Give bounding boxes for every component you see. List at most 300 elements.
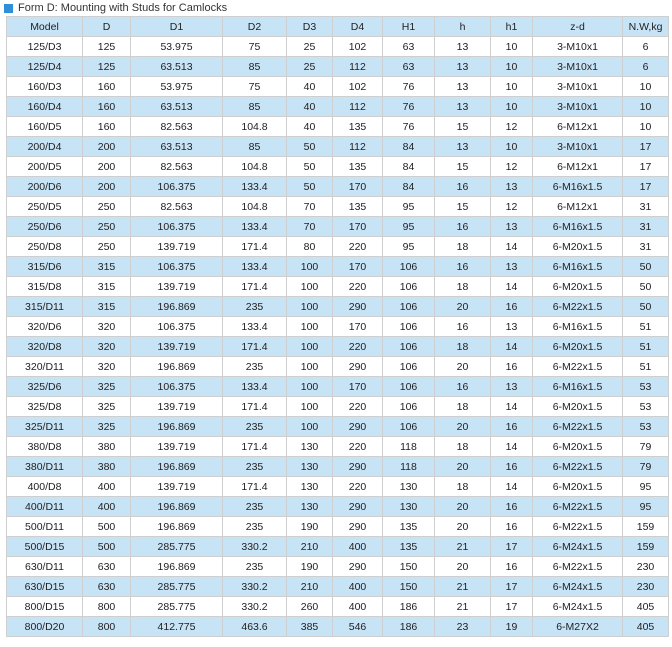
model-cell: 315/D11 (7, 297, 83, 317)
table-row (7, 237, 669, 257)
table-cell: 135 (333, 117, 383, 137)
table-cell: 3-M10x1 (533, 97, 623, 117)
table-cell: 14 (491, 277, 533, 297)
table-cell: 405 (623, 597, 669, 617)
table-cell: 6-M20x1.5 (533, 277, 623, 297)
table-cell: 220 (333, 337, 383, 357)
table-cell: 135 (333, 197, 383, 217)
table-cell: 330.2 (223, 537, 287, 557)
table-cell: 112 (333, 137, 383, 157)
table-cell: 100 (287, 357, 333, 377)
table-cell: 150 (383, 557, 435, 577)
table-cell: 40 (287, 77, 333, 97)
table-cell: 85 (223, 97, 287, 117)
table-cell: 320 (83, 337, 131, 357)
table-cell: 104.8 (223, 117, 287, 137)
table-cell: 133.4 (223, 317, 287, 337)
table-cell: 10 (491, 77, 533, 97)
table-cell: 16 (491, 517, 533, 537)
table-cell: 400 (83, 497, 131, 517)
table-cell: 171.4 (223, 237, 287, 257)
table-cell: 200 (83, 137, 131, 157)
table-cell: 6 (623, 37, 669, 57)
specs-table (6, 16, 669, 637)
table-cell: 17 (623, 177, 669, 197)
table-cell: 400 (333, 577, 383, 597)
table-row (7, 417, 669, 437)
table-cell: 220 (333, 397, 383, 417)
table-cell: 50 (287, 177, 333, 197)
table-cell: 20 (435, 557, 491, 577)
table-row (7, 317, 669, 337)
table-cell: 13 (435, 77, 491, 97)
table-cell: 200 (83, 157, 131, 177)
table-cell: 80 (287, 237, 333, 257)
table-cell: 330.2 (223, 577, 287, 597)
table-cell: 13 (435, 57, 491, 77)
table-cell: 13 (435, 37, 491, 57)
table-cell: 6-M16x1.5 (533, 217, 623, 237)
table-cell: 76 (383, 97, 435, 117)
column-header: z-d (533, 17, 623, 37)
model-cell: 325/D6 (7, 377, 83, 397)
table-cell: 196.869 (131, 357, 223, 377)
table-row (7, 277, 669, 297)
table-cell: 106 (383, 337, 435, 357)
table-cell: 135 (333, 157, 383, 177)
table-cell: 18 (435, 437, 491, 457)
table-cell: 16 (435, 377, 491, 397)
table-cell: 325 (83, 397, 131, 417)
table-cell: 190 (287, 517, 333, 537)
table-cell: 139.719 (131, 397, 223, 417)
table-cell: 260 (287, 597, 333, 617)
table-cell: 400 (333, 597, 383, 617)
model-cell: 250/D8 (7, 237, 83, 257)
table-cell: 51 (623, 317, 669, 337)
table-cell: 15 (435, 117, 491, 137)
model-cell: 500/D11 (7, 517, 83, 537)
table-cell: 6-M16x1.5 (533, 317, 623, 337)
table-cell: 400 (83, 477, 131, 497)
table-cell: 800 (83, 617, 131, 637)
column-header: Model (7, 17, 83, 37)
table-cell: 133.4 (223, 377, 287, 397)
table-cell: 220 (333, 237, 383, 257)
model-cell: 380/D11 (7, 457, 83, 477)
table-cell: 16 (491, 457, 533, 477)
model-cell: 630/D11 (7, 557, 83, 577)
model-cell: 800/D15 (7, 597, 83, 617)
table-cell: 95 (623, 497, 669, 517)
table-cell: 14 (491, 437, 533, 457)
table-cell: 50 (623, 297, 669, 317)
table-cell: 546 (333, 617, 383, 637)
table-cell: 160 (83, 97, 131, 117)
model-cell: 800/D20 (7, 617, 83, 637)
table-cell: 285.775 (131, 597, 223, 617)
table-cell: 13 (491, 377, 533, 397)
table-row (7, 157, 669, 177)
table-cell: 16 (491, 417, 533, 437)
table-cell: 171.4 (223, 397, 287, 417)
table-cell: 104.8 (223, 157, 287, 177)
table-cell: 800 (83, 597, 131, 617)
table-cell: 100 (287, 277, 333, 297)
table-cell: 20 (435, 457, 491, 477)
table-row (7, 397, 669, 417)
table-cell: 210 (287, 577, 333, 597)
table-cell: 3-M10x1 (533, 37, 623, 57)
column-header: N.W,kg (623, 17, 669, 37)
table-cell: 159 (623, 537, 669, 557)
table-cell: 133.4 (223, 217, 287, 237)
table-cell: 380 (83, 457, 131, 477)
table-cell: 100 (287, 397, 333, 417)
table-cell: 106 (383, 297, 435, 317)
column-header: D2 (223, 17, 287, 37)
table-cell: 160 (83, 77, 131, 97)
table-cell: 21 (435, 577, 491, 597)
table-cell: 100 (287, 297, 333, 317)
table-cell: 12 (491, 117, 533, 137)
table-cell: 10 (491, 97, 533, 117)
table-row (7, 117, 669, 137)
table-cell: 3-M10x1 (533, 77, 623, 97)
table-cell: 10 (623, 97, 669, 117)
table-cell: 500 (83, 537, 131, 557)
table-cell: 106 (383, 257, 435, 277)
table-cell: 51 (623, 357, 669, 377)
table-cell: 106 (383, 417, 435, 437)
table-cell: 95 (383, 237, 435, 257)
table-cell: 106 (383, 397, 435, 417)
model-cell: 200/D4 (7, 137, 83, 157)
table-row (7, 377, 669, 397)
table-cell: 500 (83, 517, 131, 537)
table-row (7, 577, 669, 597)
table-cell: 20 (435, 297, 491, 317)
table-cell: 6-M24x1.5 (533, 577, 623, 597)
table-cell: 220 (333, 477, 383, 497)
table-cell: 290 (333, 417, 383, 437)
table-cell: 6-M22x1.5 (533, 457, 623, 477)
table-cell: 10 (623, 77, 669, 97)
table-cell: 53 (623, 417, 669, 437)
table-cell: 50 (623, 277, 669, 297)
table-cell: 139.719 (131, 277, 223, 297)
table-cell: 53 (623, 397, 669, 417)
table-cell: 51 (623, 337, 669, 357)
table-cell: 106.375 (131, 217, 223, 237)
table-row (7, 97, 669, 117)
table-cell: 139.719 (131, 437, 223, 457)
model-cell: 200/D6 (7, 177, 83, 197)
table-cell: 160 (83, 117, 131, 137)
table-cell: 31 (623, 217, 669, 237)
table-cell: 6-M27X2 (533, 617, 623, 637)
table-cell: 85 (223, 137, 287, 157)
table-cell: 50 (287, 137, 333, 157)
table-cell: 84 (383, 177, 435, 197)
table-cell: 6-M16x1.5 (533, 377, 623, 397)
table-cell: 16 (435, 257, 491, 277)
column-header: H1 (383, 17, 435, 37)
table-cell: 325 (83, 377, 131, 397)
table-cell: 235 (223, 517, 287, 537)
table-cell: 285.775 (131, 577, 223, 597)
table-cell: 19 (491, 617, 533, 637)
table-cell: 14 (491, 477, 533, 497)
table-row (7, 557, 669, 577)
table-cell: 290 (333, 557, 383, 577)
table-cell: 104.8 (223, 197, 287, 217)
table-cell: 18 (435, 337, 491, 357)
table-cell: 20 (435, 497, 491, 517)
table-cell: 25 (287, 37, 333, 57)
table-cell: 133.4 (223, 177, 287, 197)
table-cell: 18 (435, 277, 491, 297)
table-cell: 130 (383, 497, 435, 517)
table-cell: 23 (435, 617, 491, 637)
table-cell: 320 (83, 357, 131, 377)
table-cell: 106.375 (131, 257, 223, 277)
table-cell: 210 (287, 537, 333, 557)
table-cell: 170 (333, 317, 383, 337)
table-cell: 400 (333, 537, 383, 557)
model-cell: 125/D3 (7, 37, 83, 57)
table-cell: 6-M20x1.5 (533, 477, 623, 497)
table-cell: 380 (83, 437, 131, 457)
table-cell: 6-M22x1.5 (533, 297, 623, 317)
table-cell: 16 (435, 217, 491, 237)
table-cell: 84 (383, 137, 435, 157)
table-cell: 70 (287, 217, 333, 237)
table-cell: 6 (623, 57, 669, 77)
model-cell: 160/D3 (7, 77, 83, 97)
table-cell: 95 (383, 197, 435, 217)
table-cell: 25 (287, 57, 333, 77)
table-cell: 325 (83, 417, 131, 437)
table-cell: 315 (83, 297, 131, 317)
table-cell: 250 (83, 237, 131, 257)
table-cell: 130 (287, 437, 333, 457)
column-header: D4 (333, 17, 383, 37)
table-cell: 159 (623, 517, 669, 537)
table-cell: 125 (83, 57, 131, 77)
table-cell: 171.4 (223, 437, 287, 457)
table-cell: 130 (383, 477, 435, 497)
table-cell: 63.513 (131, 137, 223, 157)
table-cell: 76 (383, 77, 435, 97)
table-cell: 235 (223, 497, 287, 517)
table-cell: 12 (491, 197, 533, 217)
table-cell: 106 (383, 357, 435, 377)
table-cell: 220 (333, 277, 383, 297)
table-cell: 6-M12x1 (533, 117, 623, 137)
model-cell: 250/D6 (7, 217, 83, 237)
table-row (7, 37, 669, 57)
table-cell: 6-M22x1.5 (533, 417, 623, 437)
table-cell: 3-M10x1 (533, 57, 623, 77)
table-cell: 630 (83, 577, 131, 597)
table-cell: 463.6 (223, 617, 287, 637)
table-cell: 13 (491, 177, 533, 197)
table-cell: 16 (491, 297, 533, 317)
table-cell: 16 (435, 317, 491, 337)
table-cell: 50 (287, 157, 333, 177)
header-row (7, 17, 669, 37)
table-cell: 412.775 (131, 617, 223, 637)
table-cell: 230 (623, 557, 669, 577)
table-row (7, 197, 669, 217)
table-cell: 14 (491, 397, 533, 417)
table-cell: 235 (223, 417, 287, 437)
table-cell: 16 (491, 497, 533, 517)
table-cell: 63.513 (131, 97, 223, 117)
model-cell: 400/D11 (7, 497, 83, 517)
table-cell: 75 (223, 37, 287, 57)
table-cell: 139.719 (131, 477, 223, 497)
table-cell: 630 (83, 557, 131, 577)
column-header: D (83, 17, 131, 37)
table-cell: 100 (287, 377, 333, 397)
model-cell: 325/D8 (7, 397, 83, 417)
table-cell: 6-M22x1.5 (533, 517, 623, 537)
table-cell: 118 (383, 457, 435, 477)
table-cell: 17 (623, 137, 669, 157)
table-cell: 85 (223, 57, 287, 77)
table-cell: 53 (623, 377, 669, 397)
table-cell: 17 (623, 157, 669, 177)
table-cell: 135 (383, 537, 435, 557)
table-cell: 125 (83, 37, 131, 57)
table-cell: 16 (435, 177, 491, 197)
table-row (7, 137, 669, 157)
model-cell: 325/D11 (7, 417, 83, 437)
table-cell: 13 (435, 97, 491, 117)
table-cell: 235 (223, 357, 287, 377)
table-cell: 290 (333, 497, 383, 517)
table-row (7, 537, 669, 557)
table-cell: 95 (383, 217, 435, 237)
table-cell: 171.4 (223, 477, 287, 497)
table-cell: 196.869 (131, 557, 223, 577)
table-cell: 10 (623, 117, 669, 137)
table-cell: 31 (623, 197, 669, 217)
table-cell: 63.513 (131, 57, 223, 77)
model-cell: 630/D15 (7, 577, 83, 597)
table-cell: 330.2 (223, 597, 287, 617)
table-header (7, 17, 669, 37)
table-cell: 21 (435, 537, 491, 557)
table-cell: 315 (83, 257, 131, 277)
table-cell: 235 (223, 557, 287, 577)
table-cell: 290 (333, 517, 383, 537)
table-cell: 290 (333, 297, 383, 317)
table-cell: 6-M12x1 (533, 157, 623, 177)
column-header: h (435, 17, 491, 37)
table-cell: 220 (333, 437, 383, 457)
table-cell: 79 (623, 437, 669, 457)
table-cell: 106.375 (131, 317, 223, 337)
table-cell: 6-M24x1.5 (533, 537, 623, 557)
table-cell: 139.719 (131, 237, 223, 257)
table-cell: 196.869 (131, 417, 223, 437)
table-cell: 21 (435, 597, 491, 617)
model-cell: 200/D5 (7, 157, 83, 177)
table-cell: 6-M16x1.5 (533, 257, 623, 277)
table-cell: 20 (435, 517, 491, 537)
table-cell: 10 (491, 37, 533, 57)
table-cell: 130 (287, 457, 333, 477)
table-cell: 200 (83, 177, 131, 197)
table-cell: 13 (491, 257, 533, 277)
table-cell: 106.375 (131, 377, 223, 397)
table-cell: 15 (435, 157, 491, 177)
table-cell: 320 (83, 317, 131, 337)
table-row (7, 477, 669, 497)
model-cell: 315/D8 (7, 277, 83, 297)
table-cell: 13 (491, 317, 533, 337)
table-cell: 135 (383, 517, 435, 537)
table-cell: 171.4 (223, 277, 287, 297)
table-caption (4, 0, 227, 16)
table-row (7, 497, 669, 517)
table-cell: 82.563 (131, 157, 223, 177)
table-cell: 106.375 (131, 177, 223, 197)
table-cell: 70 (287, 197, 333, 217)
table-cell: 170 (333, 177, 383, 197)
table-cell: 17 (491, 597, 533, 617)
table-cell: 235 (223, 457, 287, 477)
table-cell: 112 (333, 97, 383, 117)
table-cell: 190 (287, 557, 333, 577)
model-cell: 400/D8 (7, 477, 83, 497)
table-cell: 171.4 (223, 337, 287, 357)
table-cell: 230 (623, 577, 669, 597)
table-cell: 186 (383, 617, 435, 637)
table-cell: 6-M20x1.5 (533, 237, 623, 257)
table-cell: 31 (623, 237, 669, 257)
bullet-square-icon (4, 4, 13, 13)
column-header: h1 (491, 17, 533, 37)
table-cell: 196.869 (131, 517, 223, 537)
table-row (7, 337, 669, 357)
table-cell: 315 (83, 277, 131, 297)
table-cell: 150 (383, 577, 435, 597)
table-cell: 40 (287, 117, 333, 137)
table-cell: 235 (223, 297, 287, 317)
table-cell: 15 (435, 197, 491, 217)
table-row (7, 57, 669, 77)
table-cell: 82.563 (131, 117, 223, 137)
table-cell: 95 (623, 477, 669, 497)
table-cell: 6-M20x1.5 (533, 397, 623, 417)
table-cell: 20 (435, 417, 491, 437)
table-cell: 196.869 (131, 297, 223, 317)
table-cell: 82.563 (131, 197, 223, 217)
column-header: D1 (131, 17, 223, 37)
model-cell: 125/D4 (7, 57, 83, 77)
table-cell: 79 (623, 457, 669, 477)
table-cell: 76 (383, 117, 435, 137)
model-cell: 500/D15 (7, 537, 83, 557)
table-cell: 106 (383, 277, 435, 297)
table-cell: 102 (333, 37, 383, 57)
table-cell: 63 (383, 57, 435, 77)
table-cell: 106 (383, 377, 435, 397)
